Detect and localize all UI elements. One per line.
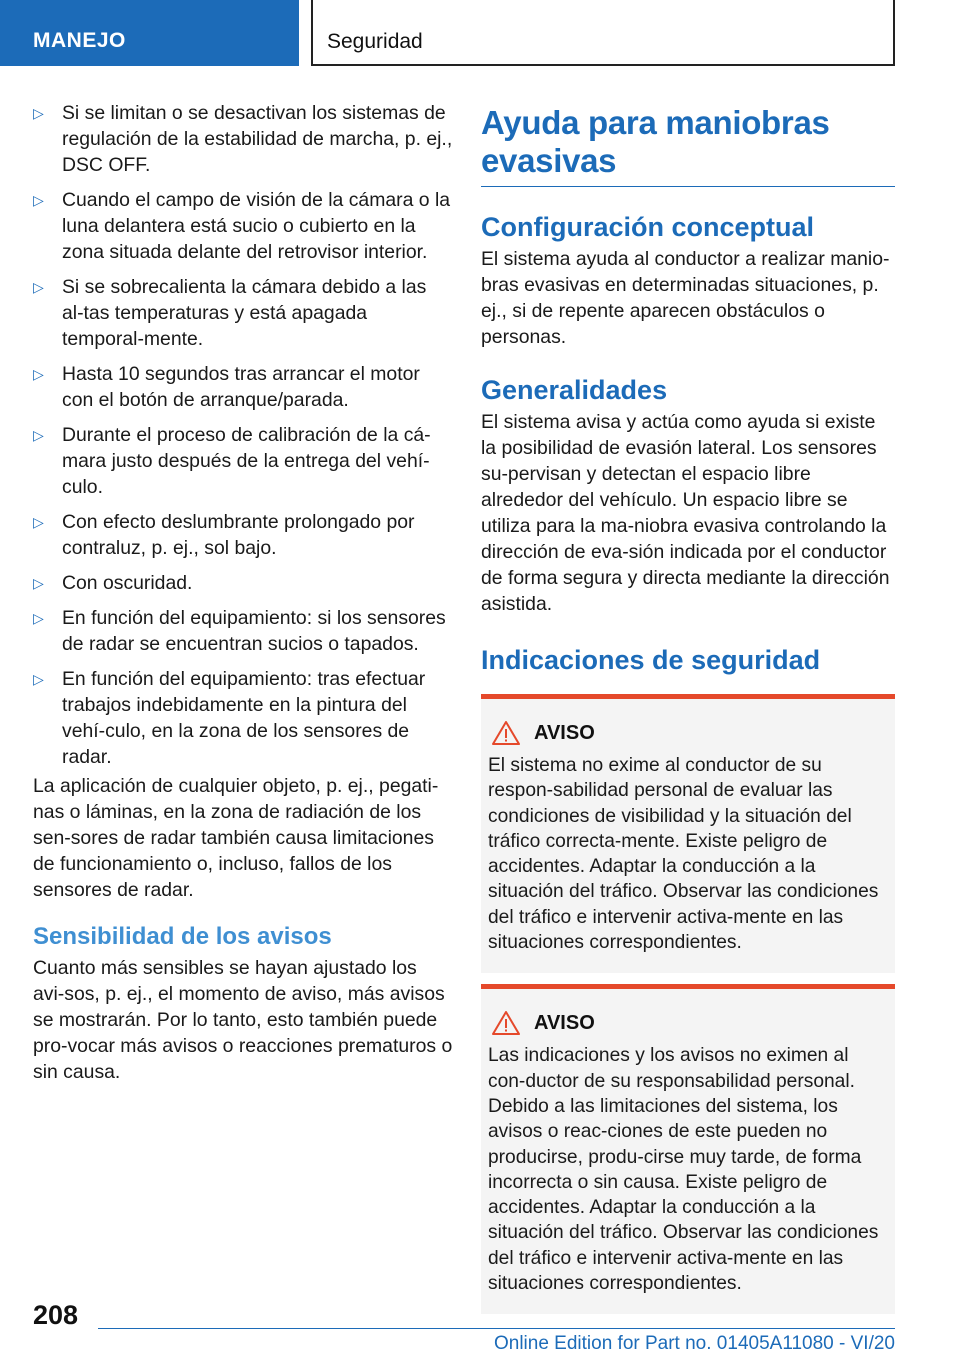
warning-text: Las indicaciones y los avisos no eximen al con-ductor de su responsabilidad personal. Debido a las limitaciones del sistema, los avisos o reac-ciones de este pueden no producirse, produ-cirse muy tarde, de forma incorrecta o sin causa. Existe peligro de accidentes. Adaptar la conducción a la situación del tráfico. Observar las condiciones del tráfico e intervenir activa-mente en las situaciones correspondientes.	[488, 1045, 879, 1295]
right-column	[481, 104, 895, 1314]
triangle-right-outline-icon: ▷	[33, 427, 44, 443]
page-number: 208	[33, 1300, 79, 1330]
sensitivity-text: Cuanto más sensibles se hayan ajustado los avi-sos, p. ej., el momento de aviso, más avisos se mostrarán. Por lo tanto, esto también puede pro-vocar más avisos o reacciones prematuros o sin causa.	[33, 957, 453, 1083]
left-column	[33, 100, 453, 1085]
triangle-right-outline-icon: ▷	[33, 366, 44, 382]
list-item: ▷ En función del equipamiento: si los sensores de radar se encuentran sucios o tapados.	[33, 607, 446, 655]
header-topic-box	[311, 0, 895, 66]
concept-heading: Configuración conceptual	[481, 212, 815, 242]
sensitivity-heading: Sensibilidad de los avisos	[33, 923, 332, 950]
list-item: ▷ En función del equipamiento: tras efectuar trabajos indebidamente en la pintura del vehí-culo, en la zona de los sensores de radar.	[33, 668, 426, 768]
list-item: ▷ Con oscuridad.	[33, 572, 193, 594]
warning-box	[481, 694, 895, 973]
list-item: ▷ Hasta 10 segundos tras arrancar el motor con el botón de arranque/parada.	[33, 363, 420, 411]
concept-text: El sistema ayuda al conductor a realizar manio-bras evasivas en determinadas situaciones, p. ej., si de repente aparecen obstáculos o personas.	[481, 248, 890, 348]
warning-text: El sistema no exime al conductor de su respon-sabilidad personal de evaluar las condiciones de visibilidad y la situación del tráfico correcta-mente. Existe peligro de accidentes. Adaptar la conducción a la situación del tráfico. Observar las condiciones del tráfico e intervenir activa-mente en las situaciones correspondientes.	[488, 755, 879, 954]
list-item: ▷ Cuando el campo de visión de la cámara o la luna delantera está sucio o cubierto en la zona situada delante del retrovisor interior.	[33, 189, 451, 263]
triangle-right-outline-icon: ▷	[33, 192, 44, 208]
general-text: El sistema avisa y actúa como ayuda si existe la posibilidad de evasión lateral. Los sensores su-pervisan y detectan el espacio libre alrededor del vehículo. Un espacio libre se utiliza para la ma-niobra evasiva controlando la dirección de eva-sión indicada por el conductor de forma segura y directa mediante la dirección asistida.	[481, 411, 890, 615]
warning-triangle-icon	[491, 720, 521, 746]
footer-divider	[98, 1328, 895, 1329]
warning-header	[488, 1007, 887, 1039]
triangle-right-outline-icon: ▷	[33, 610, 44, 626]
warning-triangle-icon	[491, 1010, 521, 1036]
triangle-right-outline-icon: ▷	[33, 279, 44, 295]
limitations-list	[33, 100, 453, 770]
radar-paragraph: La aplicación de cualquier objeto, p. ej., pegati-nas o láminas, en la zona de radiación de los sen-sores de radar también causa limitaciones de funcionamiento o, incluso, fallos de los sensores de radar.	[33, 775, 439, 901]
warning-header	[488, 717, 887, 749]
triangle-right-outline-icon: ▷	[33, 105, 44, 121]
header-topic-label: Seguridad	[327, 30, 423, 53]
header-section-tab	[0, 0, 299, 66]
triangle-right-outline-icon: ▷	[33, 575, 44, 591]
list-item: ▷ Durante el proceso de calibración de la cá-mara justo después de la entrega del vehí-culo.	[33, 424, 431, 498]
triangle-right-outline-icon: ▷	[33, 514, 44, 530]
warning-title: AVISO	[534, 721, 595, 744]
safety-heading: Indicaciones de seguridad	[481, 645, 821, 675]
warning-title: AVISO	[534, 1011, 595, 1034]
list-item: ▷ Si se limitan o se desactivan los sistemas de regulación de la estabilidad de marcha, p. ej., DSC OFF.	[33, 102, 453, 176]
warning-box	[481, 984, 895, 1314]
list-item: ▷ Con efecto deslumbrante prolongado por contraluz, p. ej., sol bajo.	[33, 511, 415, 559]
list-item: ▷ Si se sobrecalienta la cámara debido a las al-tas temperaturas y está apagada temporal-mente.	[33, 276, 427, 350]
footer-edition: Online Edition for Part no. 01405A11080 - VI/20	[493, 1333, 895, 1354]
general-heading: Generalidades	[481, 375, 668, 405]
header-section-label: MANEJO	[33, 29, 126, 52]
section-title: Ayuda para maniobras evasivas	[481, 104, 895, 187]
triangle-right-outline-icon: ▷	[33, 671, 44, 687]
